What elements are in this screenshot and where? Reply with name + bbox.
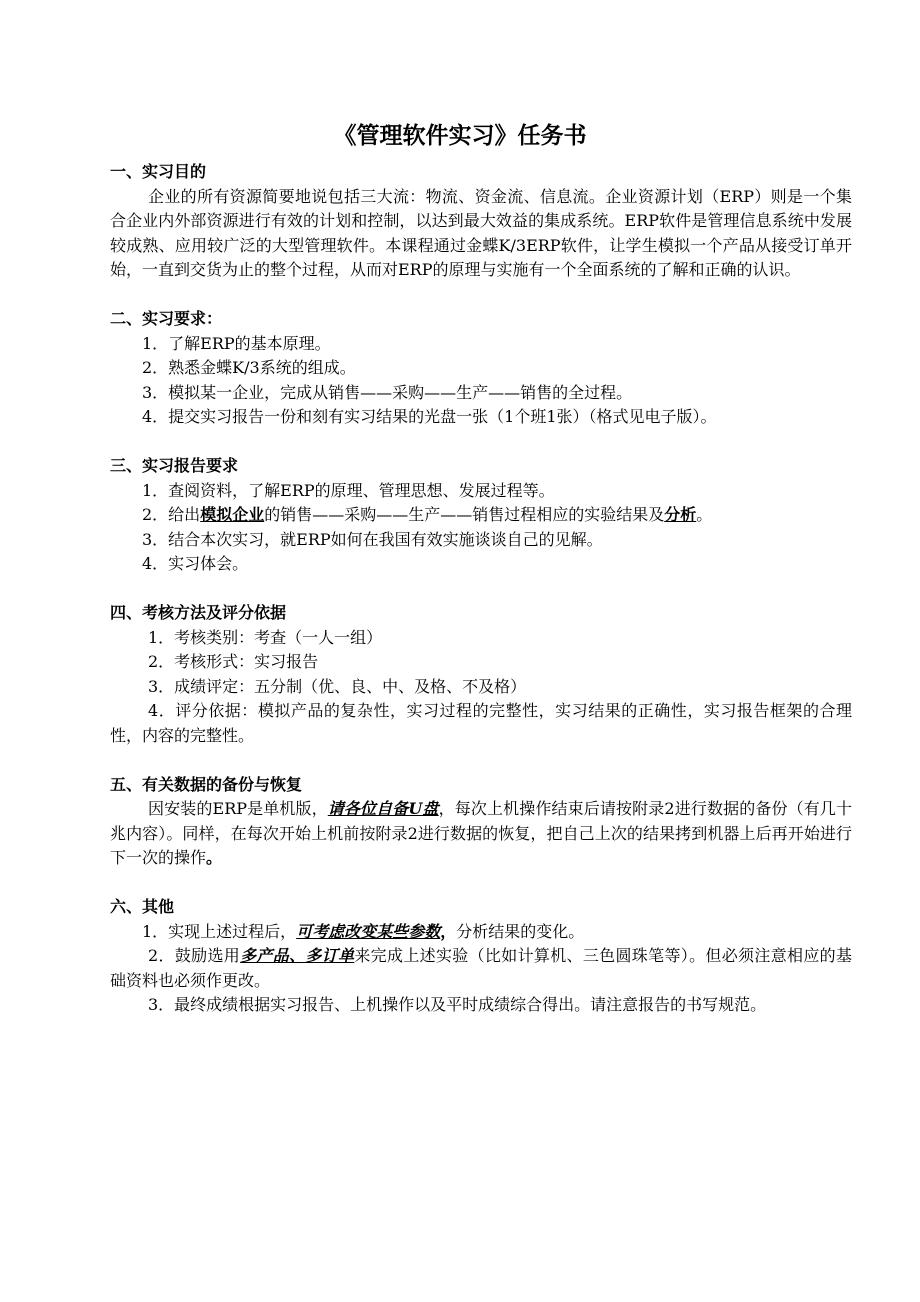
list-item: 3．模拟某一企业，完成从销售——采购——生产——销售的全过程。: [142, 382, 633, 402]
emphasis-multi-product: 多产品、多订单: [240, 946, 355, 965]
list-item: 3．结合本次实习，就ERP如何在我国有效实施谈谈自己的见解。: [142, 529, 603, 549]
list-item: 1．考核类别：考查（一人一组）: [148, 627, 383, 647]
list-item: 4．提交实习报告一份和刻有实习结果的光盘一张（1个班1张）（格式见电子版）。: [142, 407, 717, 426]
list-item: 1．了解ERP的基本原理。: [142, 333, 331, 353]
list-item: 2．给出模拟企业的销售——采购——生产——销售过程相应的实验结果及分析。: [142, 505, 713, 524]
document-body: [110, 160, 852, 1018]
document-title: 《管理软件实习》任务书: [333, 122, 587, 149]
list-item: 1．实现上述过程后，可考虑改变某些参数，分析结果的变化。: [142, 921, 585, 941]
list-item: 1．查阅资料，了解ERP的原理、管理思想、发展过程等。: [142, 480, 555, 500]
section-6-heading: 六、其他: [110, 897, 175, 916]
list-item: 3．最终成绩根据实习报告、上机操作以及平时成绩综合得出。请注意报告的书写规范。: [148, 995, 767, 1014]
section-1-paragraph: 企业的所有资源简要地说包括三大流：物流、资金流、信息流。企业资源计划（ERP）则是一个集合企业内外部资源进行有效的计划和控制，以达到最大效益的集成系统。ERP软件是管理信息系统中发展较成熟、应用较广泛的大型管理软件。本课程通过金蝶K/3ERP软件，让学生模拟一个产品从接受订单开始，一直到交货为止的整个过程，从而对ERP的原理与实施有一个全面系统的了解和正确的认识。: [110, 186, 852, 279]
emphasis-analysis: 分析: [664, 505, 697, 524]
list-item: 4．评分依据：模拟产品的复杂性，实习过程的完整性，实习结果的正确性，实习报告框架的合理性，内容的完整性。: [110, 701, 852, 745]
section-5-paragraph: 因安装的ERP是单机版，请各位自备U盘，每次上机操作结束后请按附录2进行数据的备份（有几十兆内容）。同样，在每次开始上机前按附录2进行数据的恢复，把自己上次的结果拷到机器上后再开始进行下一次的操作。: [110, 799, 852, 867]
section-1-heading: 一、实习目的: [110, 162, 207, 181]
list-item: 4．实习体会。: [142, 554, 249, 573]
section-5-heading: 五、有关数据的备份与恢复: [110, 774, 303, 794]
list-item: 2．鼓励选用多产品、多订单来完成上述实验（比如计算机、三色圆珠笔等）。但必须注意相应的基础资料也必须作更改。: [110, 946, 852, 990]
emphasis-simulated-enterprise: 模拟企业: [200, 505, 265, 524]
list-item: 2．熟悉金蝶K/3系统的组成。: [142, 358, 356, 377]
section-2-heading: 二、实习要求：: [110, 309, 223, 328]
emphasis-change-parameters: 可考虑改变某些参数: [296, 921, 441, 941]
section-4-heading: 四、考核方法及评分依据: [110, 603, 287, 622]
emphasis-bring-usb: 请各位自备U盘: [327, 799, 439, 818]
section-3-heading: 三、实习报告要求: [110, 456, 239, 475]
list-item: 2．考核形式：实习报告: [148, 652, 319, 671]
list-item: 3．成绩评定：五分制（优、良、中、及格、不及格）: [148, 676, 527, 696]
